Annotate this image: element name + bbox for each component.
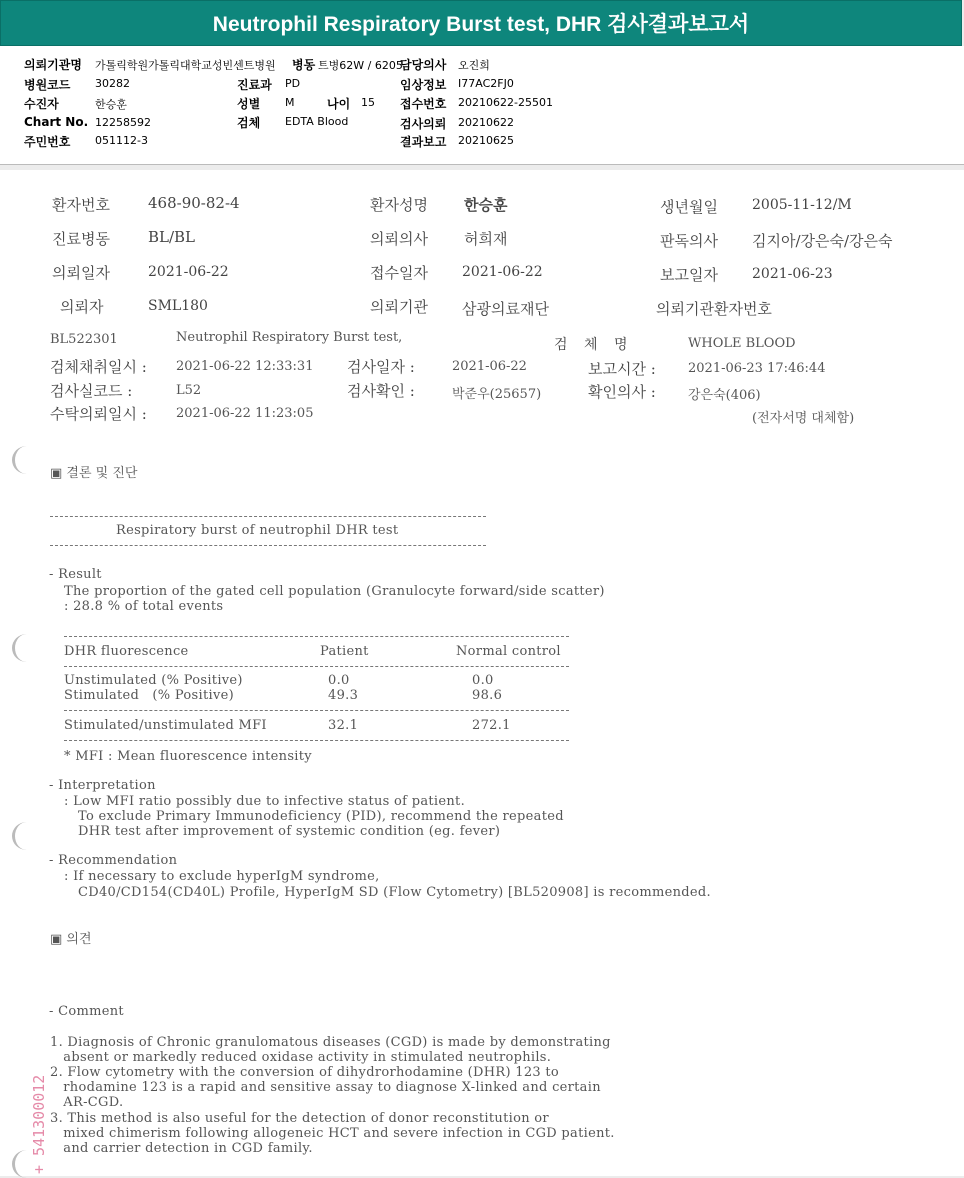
th-normal: Normal control	[456, 644, 561, 659]
chart-label: Chart No.	[24, 115, 89, 129]
rcv-date-value: 2021-06-22	[462, 264, 543, 280]
comment-line: AR-CGD.	[50, 1095, 124, 1110]
report-heading: Respiratory burst of neutrophil DHR test	[116, 523, 399, 538]
row-label: Stimulated/unstimulated MFI	[64, 718, 267, 733]
test-date-label: 검사일자 :	[347, 358, 415, 376]
esign-note: (전자서명 대체함)	[752, 411, 855, 426]
rec-line1: : If necessary to exclude hyperIgM syndrome,	[64, 869, 380, 884]
room-value: L52	[176, 383, 202, 398]
dept-value: PD	[285, 77, 301, 90]
row-patient: 32.1	[328, 718, 359, 733]
consign-label: 수탁의뢰일시 :	[50, 405, 147, 423]
divider	[64, 636, 569, 637]
institution-label: 의뢰기관명	[24, 58, 82, 72]
report-time-value: 2021-06-23 17:46:44	[688, 361, 826, 376]
confirm-value: 박준우(25657)	[452, 387, 542, 402]
header-info	[0, 46, 964, 165]
report-title: Neutrophil Respiratory Burst test, DHR 검사결과보고서	[0, 0, 962, 46]
pid-value: 468-90-82-4	[148, 194, 240, 212]
hospital-code-label: 병원코드	[24, 78, 71, 92]
punch-mark	[12, 446, 41, 474]
row-patient: 49.3	[328, 688, 359, 703]
comment-line: rhodamine 123 is a rapid and sensitive assay to diagnose X-linked and certain	[50, 1080, 601, 1095]
receipt-value: 20210622-25501	[458, 96, 553, 109]
examinee-value: 한승훈	[95, 98, 127, 111]
req-doc-value: 허희재	[464, 230, 508, 248]
name-label: 환자성명	[370, 196, 428, 214]
institution-value: 가톨릭학원가톨릭대학교성빈센트병원	[95, 59, 276, 72]
report-sheet	[0, 170, 964, 1176]
confirm-label: 검사확인 :	[347, 382, 415, 400]
comment-line: mixed chimerism following allogeneic HCT and severe infection in CGD patient.	[50, 1126, 615, 1141]
receipt-label: 접수번호	[400, 97, 447, 111]
requester-label: 의뢰자	[60, 298, 104, 316]
report-value: 20210625	[458, 134, 514, 147]
divider	[50, 516, 486, 517]
rcv-date-label: 접수일자	[370, 264, 428, 282]
rep-date-label: 보고일자	[660, 266, 718, 284]
dob-label: 생년월일	[660, 198, 718, 216]
request-value: 20210622	[458, 116, 514, 129]
comment-label: - Comment	[49, 1004, 124, 1019]
th-dhr: DHR fluorescence	[64, 644, 189, 659]
interp-line2: To exclude Primary Immunodeficiency (PID), recommend the repeated	[78, 809, 564, 824]
report-label: 결과보고	[400, 135, 447, 149]
rec-line2: CD40/CD154(CD40L) Profile, HyperIgM SD (Flow Cytometry) [BL520908] is recommended.	[78, 885, 711, 900]
doctor-label: 담당의사	[400, 58, 447, 72]
test-name: Neutrophil Respiratory Burst test,	[176, 330, 403, 345]
request-label: 검사의뢰	[400, 117, 447, 131]
punch-mark	[12, 634, 41, 662]
divider	[64, 710, 569, 711]
row-normal: 0.0	[472, 673, 494, 688]
name-value: 한승훈	[464, 196, 508, 214]
specimen-value: EDTA Blood	[285, 115, 349, 128]
comment-line: absent or markedly reduced oxidase activity in stimulated neutrophils.	[50, 1050, 552, 1065]
test-specimen-label: 검 체 명	[554, 337, 634, 353]
confirm-doc-label: 확인의사 :	[588, 383, 656, 401]
sex-value: M	[285, 96, 295, 109]
test-date-value: 2021-06-22	[452, 359, 527, 374]
result-label: - Result	[49, 567, 102, 582]
requester-value: SML180	[148, 298, 208, 314]
rrn-value: 051112-3	[95, 134, 148, 147]
report-time-label: 보고시간 :	[588, 360, 656, 378]
interp-label: - Interpretation	[49, 778, 156, 793]
req-doc-label: 의뢰의사	[370, 230, 428, 248]
rep-date-value: 2021-06-23	[752, 266, 833, 282]
req-date-label: 의뢰일자	[52, 264, 110, 282]
hospital-code-value: 30282	[95, 77, 130, 90]
test-code: BL522301	[50, 332, 118, 347]
dept-label: 진료과	[237, 78, 272, 92]
mfi-note: * MFI : Mean fluorescence intensity	[64, 749, 312, 764]
ward2-value: BL/BL	[148, 228, 196, 246]
examinee-label: 수진자	[24, 97, 59, 111]
sex-label: 성별	[237, 97, 261, 111]
comment-line: 2. Flow cytometry with the conversion of dihydrorhodamine (DHR) 123 to	[50, 1065, 560, 1080]
row-normal: 272.1	[472, 718, 511, 733]
interp-line3: DHR test after improvement of systemic condition (eg. fever)	[78, 824, 501, 839]
result-line2: : 28.8 % of total events	[64, 599, 224, 614]
row-label: Stimulated (% Positive)	[64, 688, 234, 703]
result-line1: The proportion of the gated cell population (Granulocyte forward/side scatter)	[64, 584, 605, 599]
room-label: 검사실코드 :	[50, 382, 133, 400]
clinical-value: I77AC2FJ0	[458, 77, 514, 90]
conclusion-heading: ▣ 결론 및 진단	[50, 466, 138, 481]
ward-label: 병동	[292, 58, 316, 72]
comment-line: 1. Diagnosis of Chronic granulomatous diseases (CGD) is made by demonstrating	[50, 1035, 611, 1050]
specimen-label: 검체	[237, 116, 261, 130]
divider	[64, 666, 569, 667]
rrn-label: 주민번호	[24, 135, 71, 149]
test-specimen-value: WHOLE BLOOD	[688, 336, 796, 351]
punch-mark	[12, 822, 41, 850]
confirm-doc-value: 강은숙(406)	[688, 388, 761, 403]
ward-value: 트병62W / 6205	[318, 59, 403, 72]
read-doc-value: 김지아/강은숙/강은숙	[752, 232, 893, 250]
row-patient: 0.0	[328, 673, 350, 688]
chart-value: 12258592	[95, 116, 151, 129]
req-inst-value: 삼광의료재단	[462, 300, 549, 318]
pid-label: 환자번호	[52, 196, 110, 214]
opinion-heading: ▣ 의견	[50, 932, 92, 947]
req-inst-label: 의뢰기관	[370, 298, 428, 316]
interp-line1: : Low MFI ratio possibly due to infective status of patient.	[64, 794, 466, 809]
consign-value: 2021-06-22 11:23:05	[176, 406, 314, 421]
age-value: 15	[361, 96, 375, 109]
req-date-value: 2021-06-22	[148, 264, 229, 280]
collect-label: 검체채취일시 :	[50, 358, 147, 376]
doctor-value: 오진희	[458, 59, 490, 72]
ward2-label: 진료병동	[52, 230, 110, 248]
comment-line: and carrier detection in CGD family.	[50, 1141, 313, 1156]
row-label: Unstimulated (% Positive)	[64, 673, 243, 688]
rec-label: - Recommendation	[49, 853, 178, 868]
divider	[50, 545, 486, 546]
age-label: 나이	[327, 97, 351, 111]
th-patient: Patient	[320, 644, 369, 659]
collect-value: 2021-06-22 12:33:31	[176, 359, 314, 374]
clinical-label: 임상정보	[400, 78, 447, 92]
dob-value: 2005-11-12/M	[752, 197, 852, 213]
stamp-number: + 541300012	[30, 1074, 48, 1174]
document-stamp	[28, 1028, 52, 1176]
divider	[64, 740, 569, 741]
row-normal: 98.6	[472, 688, 503, 703]
inst-pid-label: 의뢰기관환자번호	[656, 300, 772, 318]
read-doc-label: 판독의사	[660, 232, 718, 250]
comment-line: 3. This method is also useful for the detection of donor reconstitution or	[50, 1111, 549, 1126]
